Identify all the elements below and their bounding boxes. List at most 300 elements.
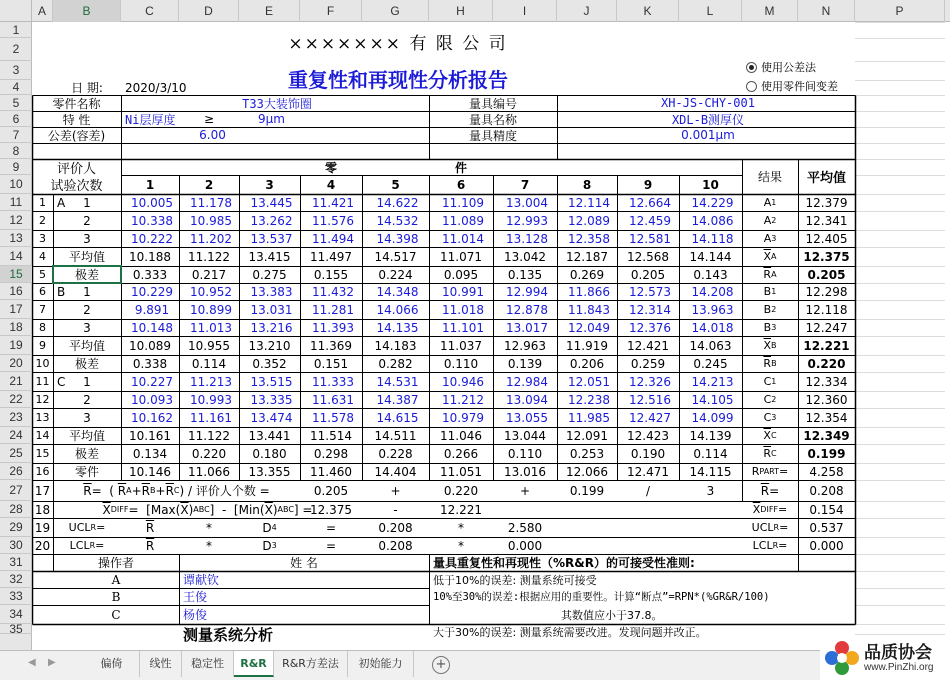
- value-cell[interactable]: 13.537: [250, 231, 293, 246]
- part-number-4[interactable]: 4: [326, 177, 336, 192]
- formula-xdiff[interactable]: $\overline{X}$ DIFF = [Max( $\overline{X}$ ) ABC ] - [Min( $\overline{X}$ ) ABC ] =: [102, 502, 313, 517]
- row-header-11[interactable]: 11: [0, 194, 32, 211]
- value-cell[interactable]: 12.314: [629, 302, 671, 317]
- value-cell[interactable]: 0.338: [132, 356, 168, 371]
- value-cell[interactable]: 14.018: [691, 320, 734, 335]
- row-index[interactable]: 4: [39, 250, 46, 263]
- radio-tolerance[interactable]: [746, 59, 816, 75]
- value-cell[interactable]: 12.051: [568, 374, 610, 389]
- result-symbol[interactable]: [742, 266, 798, 283]
- column-header-d[interactable]: D: [179, 0, 239, 22]
- row-header-5[interactable]: 5: [0, 95, 32, 111]
- sheet-tab-0[interactable]: 偏倚: [84, 651, 140, 677]
- row-header-17[interactable]: 17: [0, 300, 32, 319]
- row-header-19[interactable]: 19: [0, 336, 32, 355]
- row-header-26[interactable]: 26: [0, 463, 32, 480]
- value-cell[interactable]: 14.532: [376, 213, 419, 228]
- gauge-name-value[interactable]: XDL-B测厚仪: [671, 112, 745, 127]
- part-number-10[interactable]: 10: [702, 177, 719, 192]
- part-name-value[interactable]: T33大装饰圈: [242, 96, 312, 111]
- d-constant[interactable]: D 3: [262, 538, 277, 553]
- char-spec[interactable]: 9μm: [258, 112, 285, 126]
- part-number-2[interactable]: 2: [204, 177, 214, 192]
- row-header-3[interactable]: 3: [0, 61, 32, 80]
- value-cell[interactable]: 0.259: [630, 356, 666, 371]
- average-value[interactable]: 4.258: [809, 464, 844, 479]
- appraiser-name[interactable]: B: [57, 284, 66, 299]
- value-cell[interactable]: 12.984: [506, 374, 548, 389]
- trial-label[interactable]: 极差: [74, 447, 99, 461]
- column-header-l[interactable]: L: [679, 0, 742, 22]
- result-symbol[interactable]: [742, 336, 798, 355]
- row-index[interactable]: 13: [35, 411, 50, 424]
- result-symbol[interactable]: [742, 355, 798, 372]
- sheet-tab-1[interactable]: 线性: [140, 651, 182, 677]
- xdiff-v2[interactable]: 12.221: [440, 502, 482, 517]
- value-cell[interactable]: 14.511: [374, 428, 417, 443]
- average-value[interactable]: 12.375: [803, 249, 850, 264]
- value-cell[interactable]: 14.404: [374, 464, 417, 479]
- xdiff-result-label[interactable]: $\overline{X}$ DIFF =: [752, 503, 788, 516]
- value-cell[interactable]: 11.161: [190, 410, 232, 425]
- row-header-6[interactable]: 6: [0, 111, 32, 127]
- value-cell[interactable]: 11.432: [312, 284, 354, 299]
- rbar-result[interactable]: 0.208: [809, 483, 844, 498]
- column-header-p[interactable]: P: [855, 0, 945, 22]
- value-cell[interactable]: 13.216: [250, 320, 293, 335]
- value-cell[interactable]: 14.066: [376, 302, 419, 317]
- value-cell[interactable]: 10.955: [188, 338, 230, 353]
- column-header-m[interactable]: M: [742, 0, 798, 22]
- value-cell[interactable]: 12.089: [568, 213, 610, 228]
- value-cell[interactable]: 11.071: [440, 249, 482, 264]
- column-header-g[interactable]: G: [362, 0, 429, 22]
- value-cell[interactable]: 10.089: [129, 338, 171, 353]
- average-value[interactable]: 0.220: [807, 356, 846, 371]
- company-name[interactable]: ××××××× 有 限 公 司: [288, 34, 508, 54]
- xdiff-result[interactable]: 0.154: [809, 502, 844, 517]
- op-times-2[interactable]: *: [458, 538, 464, 553]
- value-cell[interactable]: 11.018: [442, 302, 484, 317]
- value-cell[interactable]: 11.578: [312, 410, 354, 425]
- appraiser-name[interactable]: A: [57, 195, 66, 210]
- row-header-4[interactable]: 4: [0, 80, 32, 95]
- row-index[interactable]: 14: [35, 429, 50, 442]
- add-sheet-icon[interactable]: +: [432, 656, 450, 674]
- value-cell[interactable]: 13.355: [248, 464, 291, 479]
- value-cell[interactable]: 14.183: [374, 338, 417, 353]
- row-header-21[interactable]: 21: [0, 372, 32, 391]
- row-index[interactable]: 18: [34, 502, 51, 517]
- value-cell[interactable]: 0.134: [132, 446, 168, 461]
- value-cell[interactable]: 10.222: [131, 231, 173, 246]
- rbar-op2[interactable]: +: [519, 483, 531, 498]
- value-cell[interactable]: 14.099: [691, 410, 734, 425]
- column-header-i[interactable]: I: [493, 0, 557, 22]
- value-cell[interactable]: 11.213: [190, 374, 232, 389]
- rbar-v3[interactable]: 0.199: [569, 483, 605, 498]
- value-cell[interactable]: 0.228: [378, 446, 413, 461]
- xdiff-op1[interactable]: -: [393, 502, 398, 517]
- char-op[interactable]: ≥: [203, 112, 215, 126]
- result-symbol[interactable]: [742, 391, 798, 408]
- char-label[interactable]: 特 性: [62, 112, 91, 127]
- radio-part-variation[interactable]: [746, 78, 838, 94]
- value-cell[interactable]: 12.471: [627, 464, 669, 479]
- column-header-b[interactable]: B: [53, 0, 121, 22]
- result-symbol[interactable]: [742, 247, 798, 266]
- column-header-h[interactable]: H: [429, 0, 493, 22]
- row-header-24[interactable]: 24: [0, 427, 32, 444]
- value-cell[interactable]: 12.238: [568, 392, 610, 407]
- row-index[interactable]: 12: [35, 393, 50, 406]
- average-value[interactable]: 12.354: [805, 410, 848, 425]
- operator-label[interactable]: 操作者: [97, 556, 134, 570]
- part-number-5[interactable]: 5: [391, 177, 400, 192]
- average-value[interactable]: 12.298: [805, 284, 848, 299]
- column-header-k[interactable]: K: [617, 0, 679, 22]
- row-header-8[interactable]: 8: [0, 143, 32, 159]
- result-symbol[interactable]: [742, 372, 798, 391]
- value-cell[interactable]: 0.155: [313, 267, 349, 282]
- op-times-2[interactable]: *: [458, 520, 464, 535]
- row-index[interactable]: 15: [35, 447, 50, 460]
- value-cell[interactable]: 10.338: [131, 213, 173, 228]
- trial-number[interactable]: 1: [83, 284, 91, 299]
- value-cell[interactable]: 13.515: [250, 374, 293, 389]
- value-cell[interactable]: 13.004: [506, 195, 548, 210]
- value-cell[interactable]: 10.148: [131, 320, 173, 335]
- section-cut-label[interactable]: 测量系统分析: [183, 626, 274, 644]
- result-symbol[interactable]: [742, 230, 798, 247]
- rbar-symbol[interactable]: $\overline{R}$: [145, 538, 155, 553]
- value-cell[interactable]: 12.664: [629, 195, 671, 210]
- value-cell[interactable]: 0.135: [507, 267, 543, 282]
- part-name-label[interactable]: 零件名称: [52, 96, 101, 111]
- value-cell[interactable]: 14.229: [691, 195, 734, 210]
- trial-label[interactable]: 3: [83, 320, 91, 335]
- average-value[interactable]: 12.379: [805, 195, 848, 210]
- value-cell[interactable]: 10.161: [129, 428, 171, 443]
- operator-id[interactable]: B: [111, 589, 121, 604]
- column-header-e[interactable]: E: [239, 0, 300, 22]
- value-cell[interactable]: 12.573: [629, 284, 671, 299]
- value-cell[interactable]: 11.631: [312, 392, 354, 407]
- operator-name-label[interactable]: 姓 名: [290, 556, 318, 570]
- row-index[interactable]: 5: [39, 268, 46, 281]
- value-cell[interactable]: 12.427: [629, 410, 671, 425]
- value-cell[interactable]: 13.016: [504, 464, 546, 479]
- value-cell[interactable]: 0.275: [252, 267, 287, 282]
- value-cell[interactable]: 13.383: [250, 284, 293, 299]
- value-cell[interactable]: 14.208: [691, 284, 734, 299]
- value-cell[interactable]: 11.460: [310, 464, 352, 479]
- value-cell[interactable]: 12.993: [506, 213, 548, 228]
- value-cell[interactable]: 0.220: [191, 446, 227, 461]
- gauge-prec-value[interactable]: 0.001μm: [681, 128, 735, 142]
- value-cell[interactable]: 14.517: [374, 249, 417, 264]
- result-symbol[interactable]: [742, 211, 798, 230]
- operator-id[interactable]: A: [111, 572, 121, 587]
- date-label[interactable]: 日 期:: [71, 81, 103, 95]
- value-cell[interactable]: 0.352: [252, 356, 287, 371]
- value-cell[interactable]: 11.178: [190, 195, 232, 210]
- op-times[interactable]: *: [206, 538, 212, 553]
- value-cell[interactable]: 11.497: [310, 249, 352, 264]
- rbar-v1[interactable]: 0.205: [313, 483, 349, 498]
- trial-label[interactable]: 平均值: [68, 339, 105, 353]
- row-index[interactable]: 6: [39, 285, 46, 298]
- value-cell[interactable]: 0.180: [252, 446, 287, 461]
- tol-value[interactable]: 6.00: [199, 128, 226, 142]
- op-equals[interactable]: =: [325, 520, 337, 535]
- report-title[interactable]: 重复性和再现性分析报告: [288, 67, 508, 92]
- result-symbol[interactable]: [742, 194, 798, 211]
- value-cell[interactable]: 11.109: [442, 195, 484, 210]
- value-cell[interactable]: 0.151: [313, 356, 349, 371]
- criteria-title[interactable]: 量具重复性和再现性（%R&R）的可接受性准则:: [433, 556, 695, 570]
- trial-label[interactable]: 2: [83, 302, 91, 317]
- value-cell[interactable]: 14.387: [376, 392, 419, 407]
- limit-result[interactable]: 0.537: [809, 520, 844, 535]
- value-cell[interactable]: 12.423: [627, 428, 669, 443]
- value-cell[interactable]: 10.979: [442, 410, 484, 425]
- average-value[interactable]: 12.221: [803, 338, 850, 353]
- value-cell[interactable]: 0.333: [132, 267, 168, 282]
- value-cell[interactable]: 10.146: [129, 464, 171, 479]
- tab-prev-icon[interactable]: ◀: [28, 657, 36, 668]
- value-cell[interactable]: 14.398: [376, 231, 419, 246]
- value-cell[interactable]: 0.224: [378, 267, 413, 282]
- part-header-2[interactable]: 件: [454, 160, 467, 175]
- part-number-7[interactable]: 7: [520, 177, 530, 192]
- appraiser-name[interactable]: C: [57, 374, 66, 389]
- value-cell[interactable]: 14.531: [376, 374, 419, 389]
- value-cell[interactable]: 12.568: [627, 249, 669, 264]
- value-cell[interactable]: 10.985: [190, 213, 232, 228]
- value-cell[interactable]: 10.991: [442, 284, 484, 299]
- column-header-f[interactable]: F: [300, 0, 362, 22]
- limit-v1[interactable]: 0.208: [378, 538, 413, 553]
- value-cell[interactable]: 10.093: [131, 392, 173, 407]
- trial-label[interactable]: 极差: [74, 268, 99, 282]
- control-limit-label[interactable]: UCL R =: [68, 521, 106, 534]
- row-header-20[interactable]: 20: [0, 355, 32, 372]
- value-cell[interactable]: 12.459: [629, 213, 671, 228]
- value-cell[interactable]: 11.122: [188, 428, 230, 443]
- row-header-28[interactable]: 28: [0, 501, 32, 518]
- result-symbol[interactable]: [742, 463, 798, 480]
- value-cell[interactable]: 10.993: [190, 392, 232, 407]
- value-cell[interactable]: 0.205: [630, 267, 666, 282]
- value-cell[interactable]: 0.110: [443, 356, 479, 371]
- appraiser-label[interactable]: 评价人: [56, 161, 96, 177]
- row-index[interactable]: 11: [35, 375, 50, 388]
- row-header-13[interactable]: 13: [0, 230, 32, 247]
- row-header-16[interactable]: 16: [0, 283, 32, 300]
- value-cell[interactable]: 12.066: [566, 464, 608, 479]
- value-cell[interactable]: 12.114: [568, 195, 610, 210]
- xdiff-v1[interactable]: 12.375: [310, 502, 352, 517]
- row-header-9[interactable]: 9: [0, 159, 32, 175]
- trial-number[interactable]: 1: [83, 374, 91, 389]
- row-header-33[interactable]: 33: [0, 588, 32, 605]
- value-cell[interactable]: 0.269: [569, 267, 605, 282]
- sheet-tab-5[interactable]: 初始能力: [348, 651, 414, 677]
- result-symbol[interactable]: [742, 319, 798, 336]
- trial-label[interactable]: 3: [83, 231, 91, 246]
- value-cell[interactable]: 11.514: [310, 428, 352, 443]
- date-value[interactable]: 2020/3/10: [125, 80, 187, 95]
- rbar-symbol[interactable]: $\overline{R}$: [145, 520, 155, 535]
- part-number-6[interactable]: 6: [456, 177, 466, 192]
- limit-v2[interactable]: 0.000: [507, 538, 543, 553]
- value-cell[interactable]: 10.005: [131, 195, 173, 210]
- value-cell[interactable]: 11.333: [312, 374, 354, 389]
- value-cell[interactable]: 14.105: [691, 392, 734, 407]
- value-cell[interactable]: 14.139: [689, 428, 732, 443]
- row-index[interactable]: 3: [39, 232, 46, 245]
- rbar-v2[interactable]: 0.220: [443, 483, 479, 498]
- value-cell[interactable]: 14.115: [689, 464, 732, 479]
- trial-label[interactable]: 极差: [74, 357, 99, 371]
- trial-label[interactable]: 2: [83, 213, 91, 228]
- row-header-12[interactable]: 12: [0, 211, 32, 230]
- trial-label[interactable]: 3: [83, 410, 91, 425]
- value-cell[interactable]: 13.441: [248, 428, 291, 443]
- part-header[interactable]: 零: [324, 160, 337, 175]
- average-value[interactable]: 12.349: [803, 428, 850, 443]
- gauge-no-label[interactable]: 量具编号: [468, 96, 517, 111]
- value-cell[interactable]: 11.494: [312, 231, 354, 246]
- value-cell[interactable]: 10.188: [129, 249, 171, 264]
- op-equals[interactable]: =: [325, 538, 337, 553]
- row-index[interactable]: 9: [39, 339, 46, 352]
- value-cell[interactable]: 13.031: [250, 302, 293, 317]
- rbar-op1[interactable]: +: [390, 483, 401, 498]
- trial-label[interactable]: 零件: [74, 465, 99, 479]
- value-cell[interactable]: 12.187: [566, 249, 608, 264]
- row-index[interactable]: 20: [34, 538, 51, 553]
- value-cell[interactable]: 13.963: [691, 302, 734, 317]
- limit-v1[interactable]: 0.208: [378, 520, 413, 535]
- value-cell[interactable]: 0.253: [569, 446, 605, 461]
- part-number-1[interactable]: 1: [145, 177, 155, 192]
- value-cell[interactable]: 11.122: [188, 249, 230, 264]
- tab-next-icon[interactable]: ▶: [48, 657, 56, 668]
- average-value[interactable]: 12.334: [805, 374, 848, 389]
- row-header-27[interactable]: 27: [0, 480, 32, 501]
- row-index[interactable]: 1: [39, 196, 46, 209]
- value-cell[interactable]: 12.091: [566, 428, 608, 443]
- value-cell[interactable]: 13.210: [248, 338, 291, 353]
- limit-result[interactable]: 0.000: [809, 538, 844, 553]
- value-cell[interactable]: 13.415: [248, 249, 291, 264]
- value-cell[interactable]: 14.118: [691, 231, 734, 246]
- value-cell[interactable]: 11.101: [442, 320, 484, 335]
- value-cell[interactable]: 13.128: [506, 231, 548, 246]
- value-cell[interactable]: 12.358: [568, 231, 610, 246]
- value-cell[interactable]: 14.144: [689, 249, 732, 264]
- value-cell[interactable]: 11.576: [312, 213, 354, 228]
- value-cell[interactable]: 12.049: [568, 320, 610, 335]
- limit-v2[interactable]: 2.580: [507, 520, 543, 535]
- value-cell[interactable]: 11.014: [442, 231, 484, 246]
- char-value[interactable]: Ni层厚度: [125, 112, 176, 127]
- row-index[interactable]: 2: [39, 214, 46, 227]
- value-cell[interactable]: 13.474: [250, 410, 293, 425]
- value-cell[interactable]: 13.445: [250, 195, 293, 210]
- criteria-line-1[interactable]: 低于10%的误差: 测量系统可接受: [433, 573, 597, 587]
- value-cell[interactable]: 12.516: [629, 392, 671, 407]
- value-cell[interactable]: 14.622: [376, 195, 419, 210]
- value-cell[interactable]: 0.217: [191, 267, 227, 282]
- gauge-prec-label[interactable]: 量具精度: [468, 128, 517, 143]
- row-index[interactable]: 17: [34, 483, 51, 498]
- formula-rbar[interactable]: $\overline{R}$ = ( $\overline{R}$ A + $\overline{R}$ B + $\overline{R}$ C ) / 评价人个数 =: [83, 483, 270, 498]
- trial-label[interactable]: 2: [83, 392, 91, 407]
- value-cell[interactable]: 11.066: [188, 464, 230, 479]
- operator-id[interactable]: C: [111, 607, 121, 622]
- row-header-35[interactable]: 35: [0, 624, 32, 634]
- value-cell[interactable]: 11.212: [442, 392, 484, 407]
- value-cell[interactable]: 14.348: [376, 284, 419, 299]
- value-cell[interactable]: 13.044: [504, 428, 546, 443]
- value-cell[interactable]: 11.421: [312, 195, 354, 210]
- column-header-j[interactable]: J: [557, 0, 617, 22]
- row-header-23[interactable]: 23: [0, 408, 32, 427]
- row-header-29[interactable]: 29: [0, 518, 32, 537]
- operator-name[interactable]: 王俊: [183, 590, 208, 604]
- row-index[interactable]: 10: [35, 357, 50, 370]
- value-cell[interactable]: 13.094: [506, 392, 548, 407]
- gauge-no-value[interactable]: XH-JS-CHY-001: [661, 96, 755, 110]
- limit-result-label[interactable]: LCL R =: [752, 539, 788, 552]
- value-cell[interactable]: 10.946: [442, 374, 484, 389]
- row-index[interactable]: 8: [39, 321, 46, 334]
- value-cell[interactable]: 13.335: [250, 392, 293, 407]
- rbar-result-label[interactable]: $\overline{R}$ =: [760, 483, 780, 498]
- value-cell[interactable]: 11.046: [440, 428, 482, 443]
- value-cell[interactable]: 12.878: [506, 302, 548, 317]
- value-cell[interactable]: 10.899: [190, 302, 232, 317]
- value-cell[interactable]: 0.110: [507, 446, 543, 461]
- row-header-31[interactable]: 31: [0, 554, 32, 571]
- value-cell[interactable]: 11.089: [442, 213, 484, 228]
- column-header-c[interactable]: C: [121, 0, 179, 22]
- column-header-a[interactable]: A: [32, 0, 53, 22]
- value-cell[interactable]: 0.282: [378, 356, 413, 371]
- value-cell[interactable]: 14.086: [691, 213, 734, 228]
- value-cell[interactable]: 11.281: [312, 302, 354, 317]
- value-cell[interactable]: 11.037: [440, 338, 482, 353]
- average-value[interactable]: 12.247: [805, 320, 848, 335]
- criteria-line-4[interactable]: 大于30%的误差: 测量系统需要改进。发现问题并改正。: [433, 626, 707, 639]
- average-value[interactable]: 0.199: [807, 446, 846, 461]
- column-header-n[interactable]: N: [798, 0, 855, 22]
- average-value[interactable]: 12.341: [805, 213, 848, 228]
- part-number-3[interactable]: 3: [265, 177, 274, 192]
- row-header-7[interactable]: 7: [0, 127, 32, 143]
- value-cell[interactable]: 0.095: [443, 267, 479, 282]
- average-value[interactable]: 12.360: [805, 392, 848, 407]
- average-header[interactable]: 平均值: [806, 171, 846, 186]
- row-index[interactable]: 19: [34, 520, 51, 535]
- sheet-tab-4[interactable]: R&R方差法: [274, 651, 348, 677]
- value-cell[interactable]: 0.245: [693, 356, 728, 371]
- row-header-1[interactable]: 1: [0, 22, 32, 38]
- average-value[interactable]: 12.118: [805, 302, 848, 317]
